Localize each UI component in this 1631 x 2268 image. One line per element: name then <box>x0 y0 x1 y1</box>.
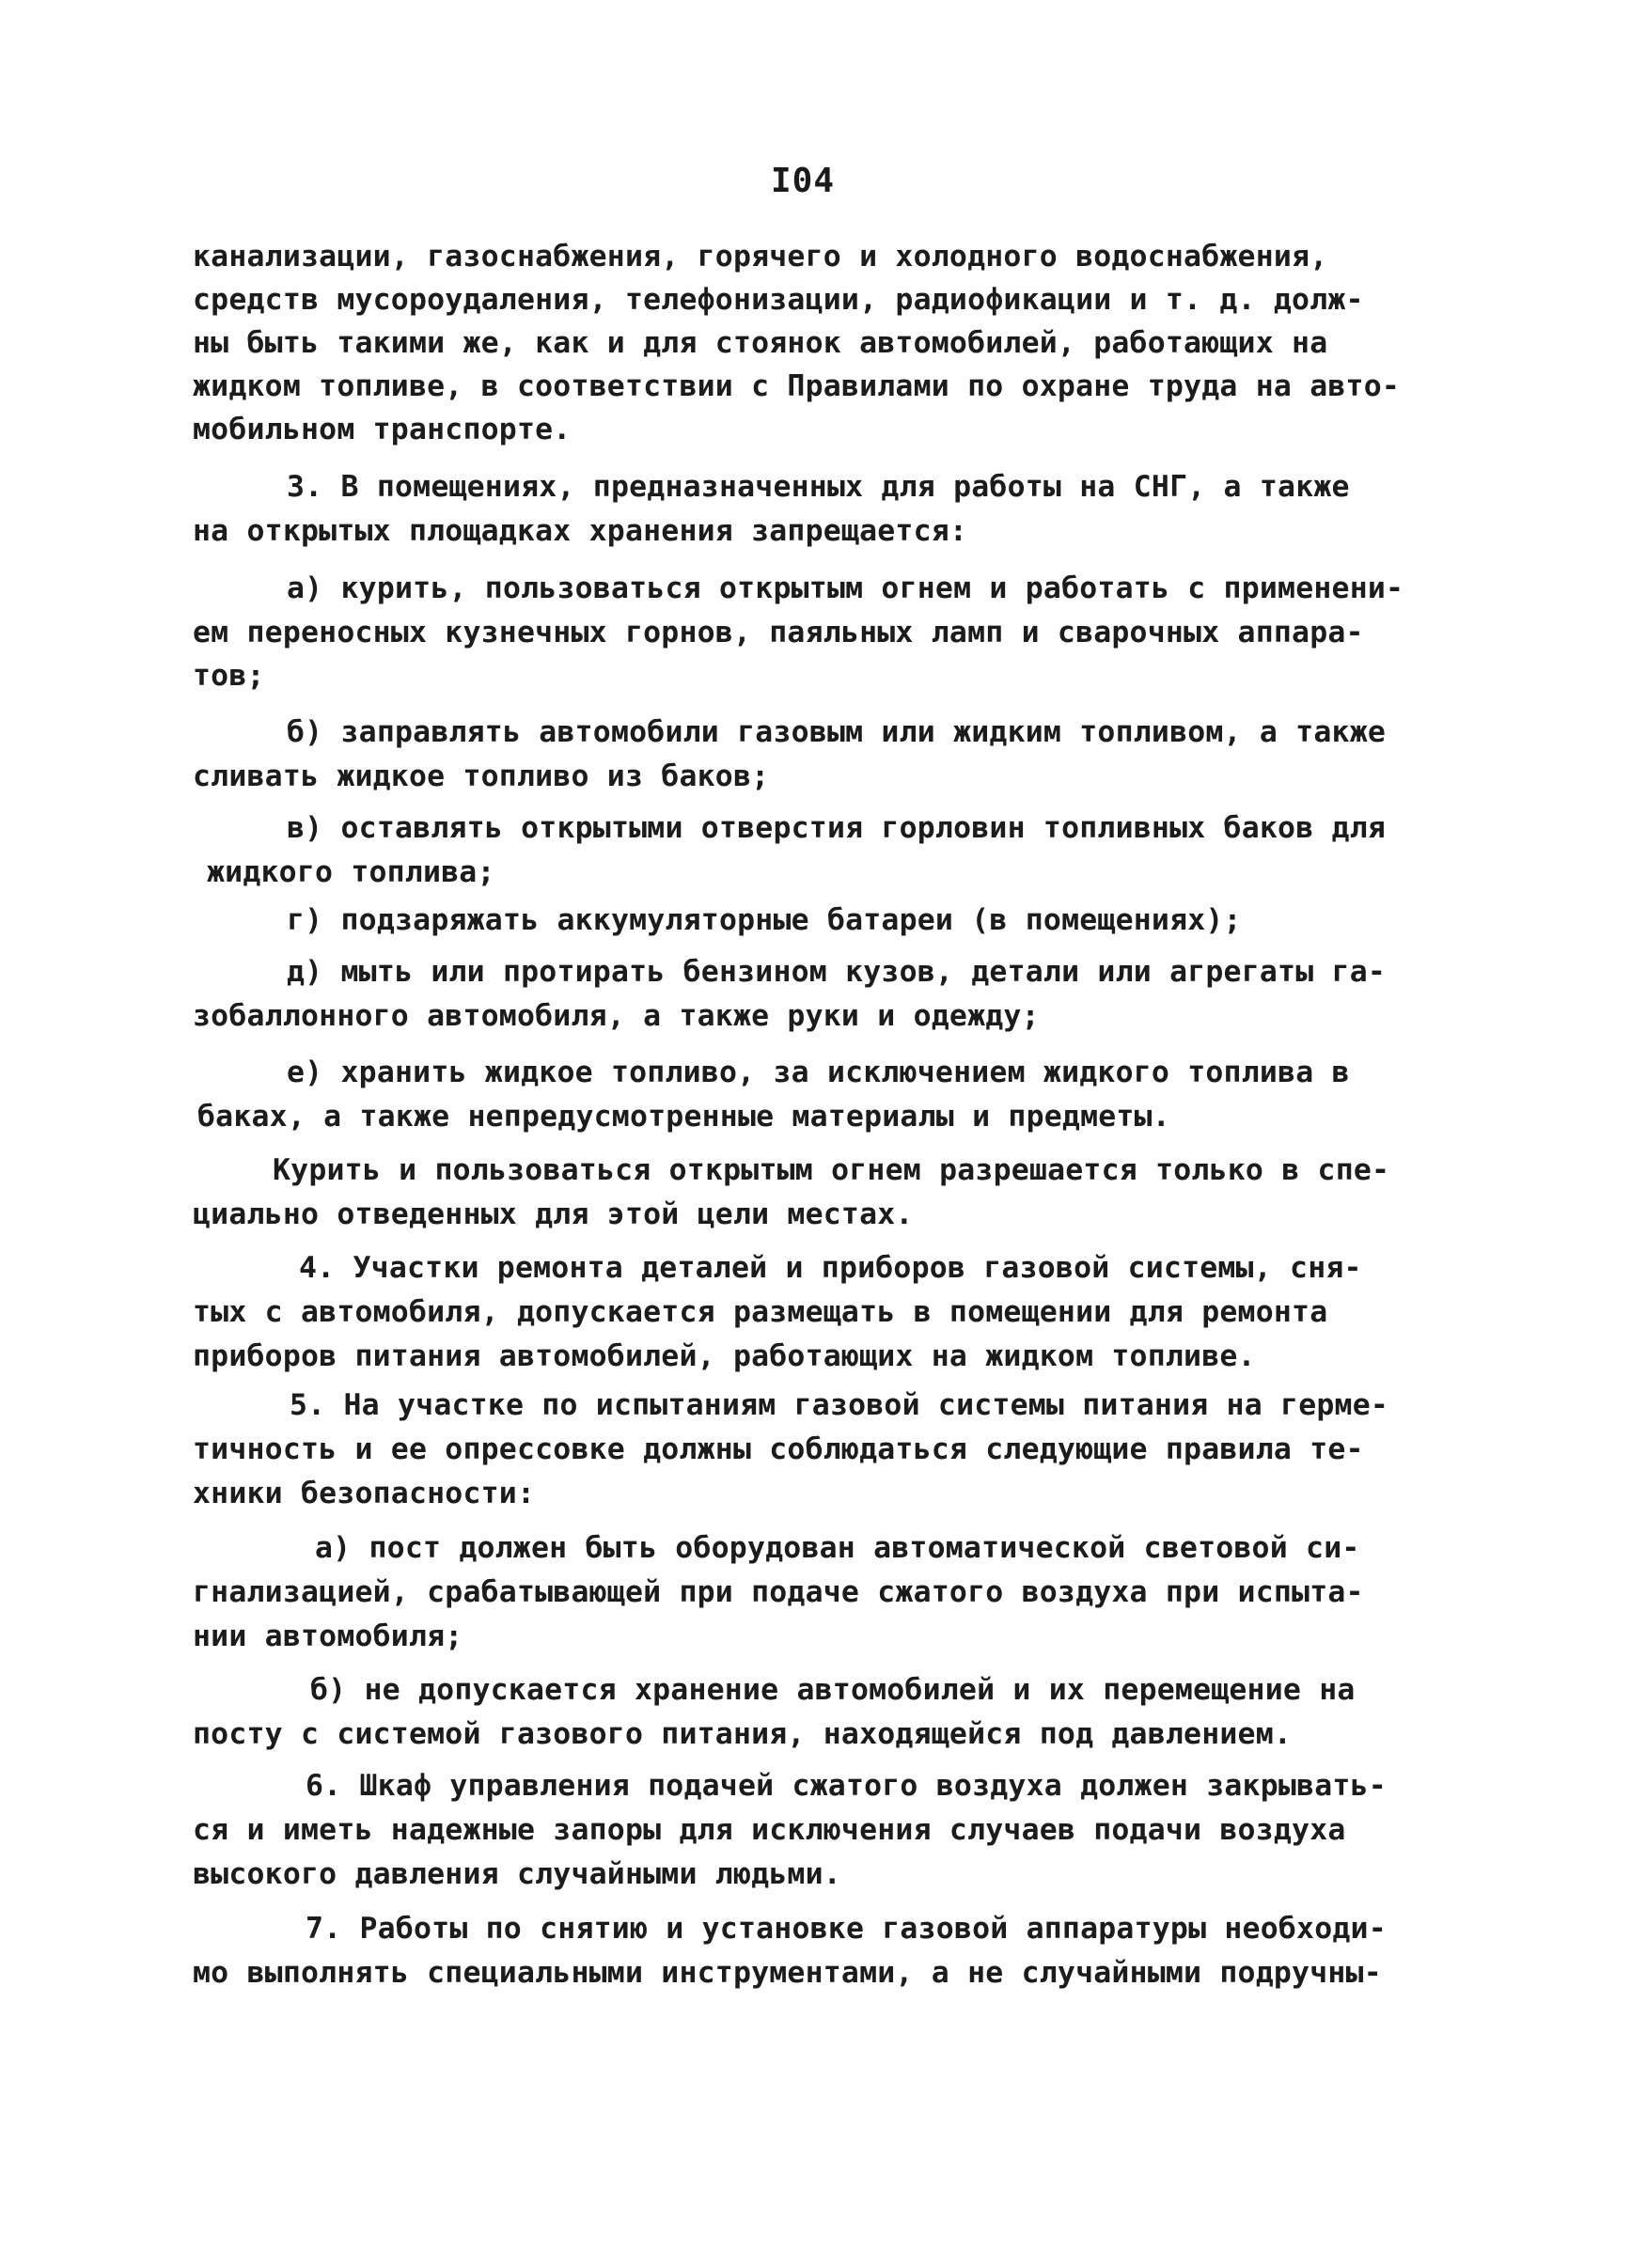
text-line: мобильном транспорте. <box>193 413 572 446</box>
text-line: канализации, газоснабжения, горячего и холодного водоснабжения, <box>193 240 1328 274</box>
text-line: гнализацией, срабатывающей при подаче сжатого воздуха при испыта- <box>193 1575 1364 1609</box>
text-line: а) курить, пользоваться открытым огнем и работать с применени- <box>287 571 1404 605</box>
text-line: сливать жидкое топливо из баков; <box>193 759 770 793</box>
text-line: б) заправлять автомобили газовым или жидким топливом, а также <box>287 715 1387 749</box>
text-line: посту с системой газового питания, находящейся под давлением. <box>193 1717 1293 1751</box>
text-line: тичность и ее опрессовке должны соблюдаться следующие правила те- <box>193 1432 1364 1466</box>
text-line: циально отведенных для этой цели местах. <box>193 1197 914 1231</box>
text-line: 3. В помещениях, предназначенных для работы на СНГ, а также <box>287 470 1350 504</box>
text-line: жидкого топлива; <box>207 855 495 889</box>
text-line: 7. Работы по снятию и установке газовой аппаратуры необходи- <box>306 1912 1387 1946</box>
text-line: б) не допускается хранение автомобилей и их перемещение на <box>310 1673 1356 1707</box>
text-line: ся и иметь надежные запоры для исключения случаев подачи воздуха <box>193 1813 1346 1847</box>
text-line: баках, а также непредусмотренные материалы и предметы. <box>197 1100 1170 1134</box>
text-line: нии автомобиля; <box>193 1619 463 1653</box>
text-line: зобаллонного автомобиля, а также руки и одежду; <box>193 999 1040 1033</box>
text-line: хники безопасности: <box>193 1477 536 1510</box>
text-line: на открытых площадках хранения запрещается: <box>193 514 968 548</box>
text-line: тых с автомобиля, допускается размещать в помещении для ремонта <box>193 1295 1328 1329</box>
page-number: I04 <box>771 162 836 200</box>
text-line: д) мыть или протирать бензином кузов, детали или агрегаты га- <box>287 955 1387 989</box>
text-line: приборов питания автомобилей, работающих на жидком топливе. <box>193 1339 1256 1373</box>
text-line: 6. Шкаф управления подачей сжатого воздуха должен закрывать- <box>306 1769 1387 1803</box>
text-line: тов; <box>193 659 265 693</box>
text-line: 4. Участки ремонта деталей и приборов газовой системы, сня- <box>299 1251 1362 1285</box>
text-line: а) пост должен быть оборудован автоматической световой си- <box>315 1531 1360 1565</box>
text-line: жидком топливе, в соответствии с Правилами по охране труда на авто- <box>193 369 1401 403</box>
text-line: высокого давления случайными людьми. <box>193 1857 841 1891</box>
text-line: е) хранить жидкое топливо, за исключением жидкого топлива в <box>287 1056 1350 1089</box>
text-line: г) подзаряжать аккумуляторные батареи (в помещениях); <box>287 903 1242 937</box>
text-line: средств мусороудаления, телефонизации, радиофикации и т. д. долж- <box>193 283 1364 317</box>
text-line: Курить и пользоваться открытым огнем разрешается только в спе- <box>273 1153 1390 1187</box>
text-line: ны быть такими же, как и для стоянок автомобилей, работающих на <box>193 326 1328 360</box>
text-line: 5. На участке по испытаниям газовой системы питания на герме- <box>290 1388 1389 1422</box>
text-line: ем переносных кузнечных горнов, паяльных ламп и сварочных аппара- <box>193 616 1364 649</box>
text-line: мо выполнять специальными инструментами, а не случайными подручны- <box>193 1956 1382 1990</box>
text-line: в) оставлять открытыми отверстия горловин топливных баков для <box>287 811 1387 845</box>
